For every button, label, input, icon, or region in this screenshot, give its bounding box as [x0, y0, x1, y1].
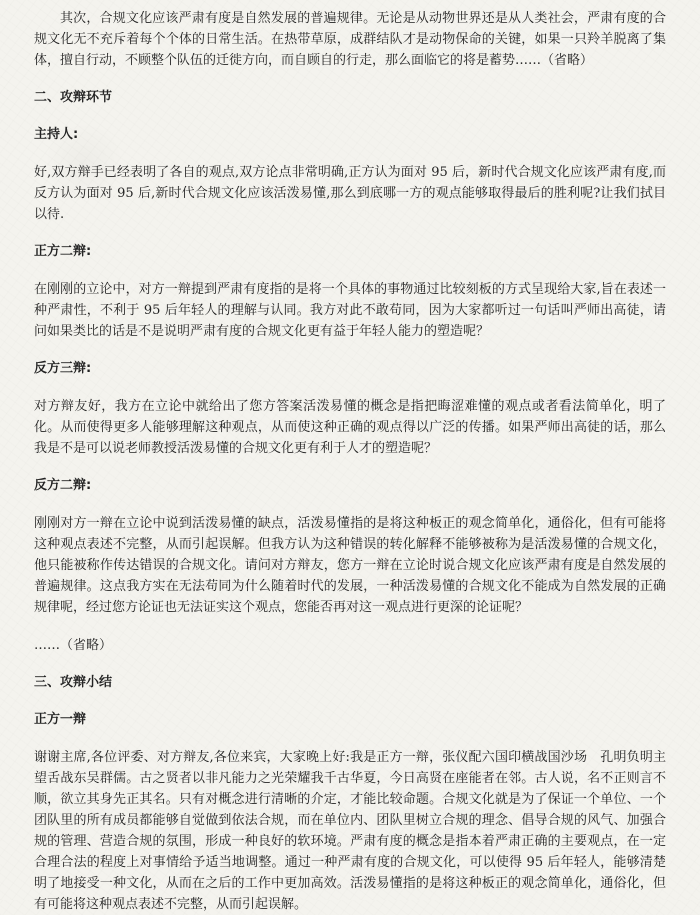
intro-paragraph: 其次，合规文化应该严肃有度是自然发展的普遍规律。无论是从动物世界还是从人类社会，严肃有度的合规文化无不充斥着每个个体的日常生活。在热带草原，成群结队才是动物保命的关键，如果一只羚羊脱离了集体，擅自行动，不顾整个队伍的迁徙方向，而自顾自的行走，那么面临它的将是蓄势……（省略）	[34, 11, 666, 68]
host-paragraph: 好,双方辩手已经表明了各自的观点,双方论点非常明确,正方认为面对 95 后，新时代合规文化应该严肃有度,而反方认为面对 95 后,新时代合规文化应该活泼易懂,那么到底哪一方的观点能够取得最后的胜利呢?让我们拭目以待.	[34, 165, 666, 222]
pro2-paragraph: 在刚刚的立论中，对方一辩提到严肃有度指的是将一个具体的事物通过比较刻板的方式呈现给大家,旨在表述一种严肃性，不利于 95 后年轻人的理解与认同。我方对此不敢苟同，因为大家都听过一句话叫严师出高徒，请问如果类比的话是不是说明严肃有度的合规文化更有益于年轻人能力的塑造呢？	[34, 282, 666, 339]
pro1-paragraph: 谢谢主席,各位评委、对方辩友,各位来宾，大家晚上好:我是正方一辩，张仪配六国印横战国沙场 孔明负明主望舌战东吴群儒。古之贤者以非凡能力之光荣耀我千古华夏，今日高贤在座能者在邻。古人说，名不正则言不顺，欲立其身先正其名。只有对概念进行清晰的介定，才能比较命题。合规文化就是为了保证一个单位、一个团队里的所有成员都能够自觉做到依法合规，而在单位内、团队里树立合规的理念、倡导合规的风气、加强合规的管理、营造合规的氛围，形成一种良好的软环境。严肃有度的概念是指本着严肃正确的主要观点，在一定合理合法的程度上对事情给予适当地调整。通过一种严肃有度的合规文化，可以使得 95 后年轻人，能够清楚明了地接受一种文化，从而在之后的工作中更加高效。活泼易懂指的是将这种板正的观念简单化，通俗化，但有可能将这种观点表述不完整，从而引起误解。	[34, 750, 666, 912]
speaker-label-pro2: 正方二辩:	[34, 244, 92, 259]
speaker-label-con3: 反方三辩:	[34, 361, 92, 376]
speaker-label-host: 主持人:	[34, 127, 79, 142]
speaker-label-con2: 反方二辩:	[34, 478, 92, 493]
speaker-label-pro1: 正方一辩	[34, 712, 87, 727]
con2-paragraph: 刚刚对方一辩在立论中说到活泼易懂的缺点，活泼易懂指的是将这种板正的观念简单化，通俗化，但有可能将这种观点表述不完整，从而引起误解。但我方认为这种错误的转化解释不能够被称为是活泼易懂的合规文化，他只能被称作传达错误的合规文化。请问对方辩友，您方一辩在立论时说合规文化应该严肃有度是自然发展的普遍规律。这点我方实在无法苟同为什么随着时代的发展，一种活泼易懂的合规文化不能成为自然发展的正确规律呢，经过您方论证也无法证实这个观点，您能否再对这一观点进行更深的论证呢？	[34, 516, 666, 615]
section-heading-summary: 三、攻辩小结	[34, 675, 113, 690]
con3-paragraph: 对方辩友好，我方在立论中就给出了您方答案活泼易懂的概念是指把晦涩难懂的观点或者看法简单化，明了化。从而使得更多人能够理解这种观点，从而使这种正确的观点得以广泛的传播。如果严师出高徒的话，那么我是不是可以说老师教授活泼易懂的合规文化更有利于人才的塑造呢？	[34, 399, 666, 456]
section-heading-debate: 二、攻辩环节	[34, 90, 113, 105]
omitted-marker: ……（省略）	[34, 638, 113, 653]
